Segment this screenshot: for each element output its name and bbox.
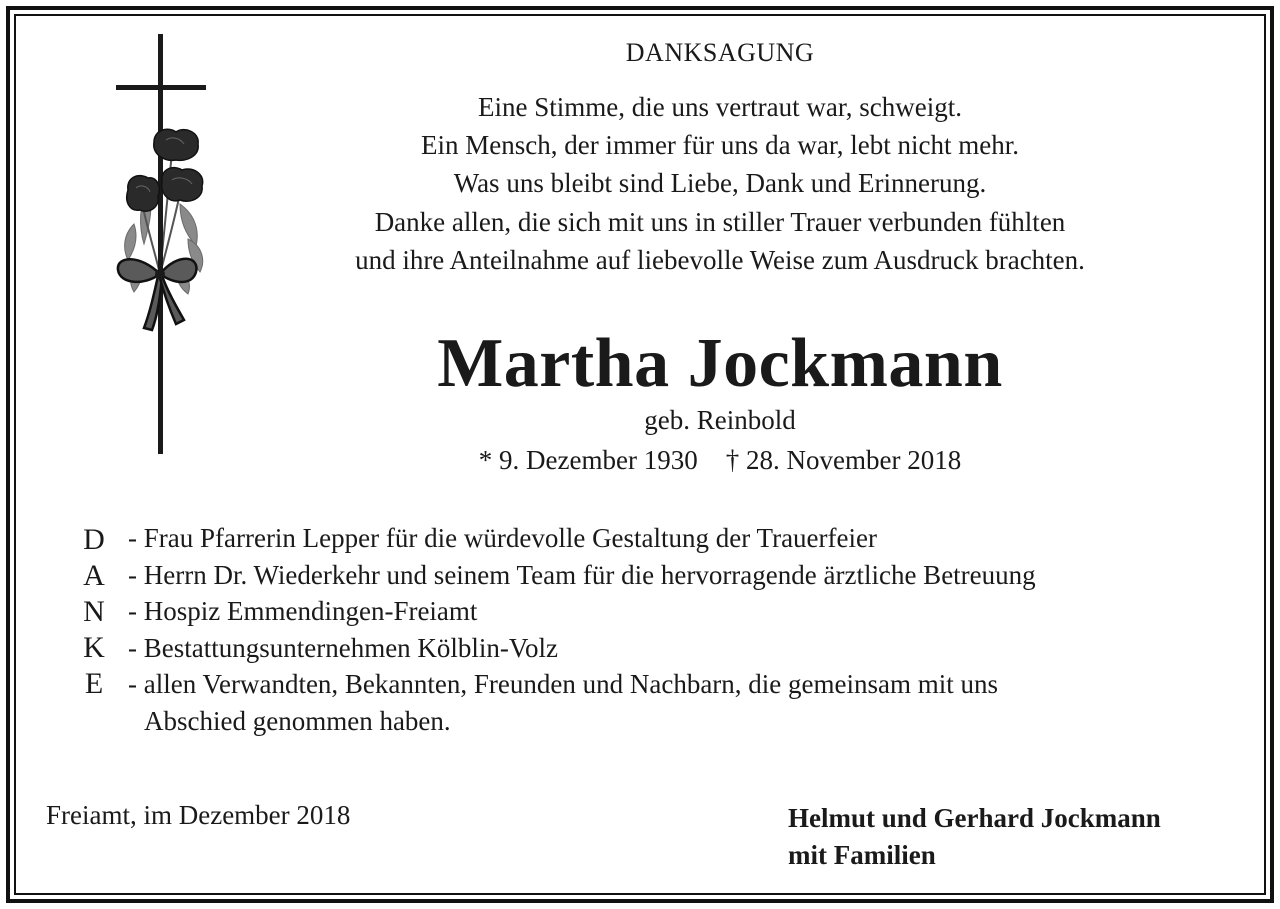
cross-with-roses-icon [110, 34, 210, 456]
thanks-list [128, 520, 1238, 740]
poem [220, 88, 1220, 202]
danke-letter: A [83, 559, 105, 592]
thanks-line: Danke allen, die sich mit uns in stiller Trauer verbunden fühlten [374, 207, 1066, 237]
thanks-list-item-continuation: Abschied genommen haben. [144, 705, 451, 736]
deceased-name: Martha Jockmann [437, 325, 1003, 402]
place-date: Freiamt, im Dezember 2018 [46, 800, 351, 830]
danke-letter: D [83, 523, 105, 556]
signature-line: mit Familien [788, 840, 936, 870]
poem-line: Was uns bleibt sind Liebe, Dank und Erinnerung. [453, 168, 987, 198]
thanks-list-item: - Hospiz Emmendingen-Freiamt [128, 596, 478, 627]
thanks-line: und ihre Anteilnahme auf liebevolle Weise zum Ausdruck brachten. [355, 245, 1085, 275]
thanks-list-item: - Bestattungsunternehmen Kölblin-Volz [128, 632, 558, 663]
signature-line: Helmut und Gerhard Jockmann [788, 803, 1161, 833]
danke-letter: E [84, 667, 104, 700]
thanks-list-item: - Herrn Dr. Wiederkehr und seinem Team für die hervorragende ärztliche Betreuung [128, 559, 1036, 590]
birth-date: * 9. Dezember 1930 [478, 445, 698, 475]
thanks-list-item: - Frau Pfarrerin Lepper für die würdevolle Gestaltung der Trauerfeier [128, 523, 877, 553]
life-dates [220, 445, 1220, 476]
poem-line: Eine Stimme, die uns vertraut war, schweigt. [477, 92, 963, 122]
signature [788, 800, 1161, 874]
danke-vertical-word [74, 522, 114, 702]
danke-letter: K [83, 631, 105, 664]
maiden-name: geb. Reinbold [644, 405, 796, 435]
thanks-paragraph [220, 203, 1220, 279]
death-date: † 28. November 2018 [725, 445, 962, 475]
poem-line: Ein Mensch, der immer für uns da war, lebt nicht mehr. [420, 130, 1019, 160]
danke-letter: N [83, 595, 105, 628]
notice-heading: DANKSAGUNG [625, 38, 815, 67]
thanks-list-item: - allen Verwandten, Bekannten, Freunden und Nachbarn, die gemeinsam mit uns [128, 669, 999, 700]
